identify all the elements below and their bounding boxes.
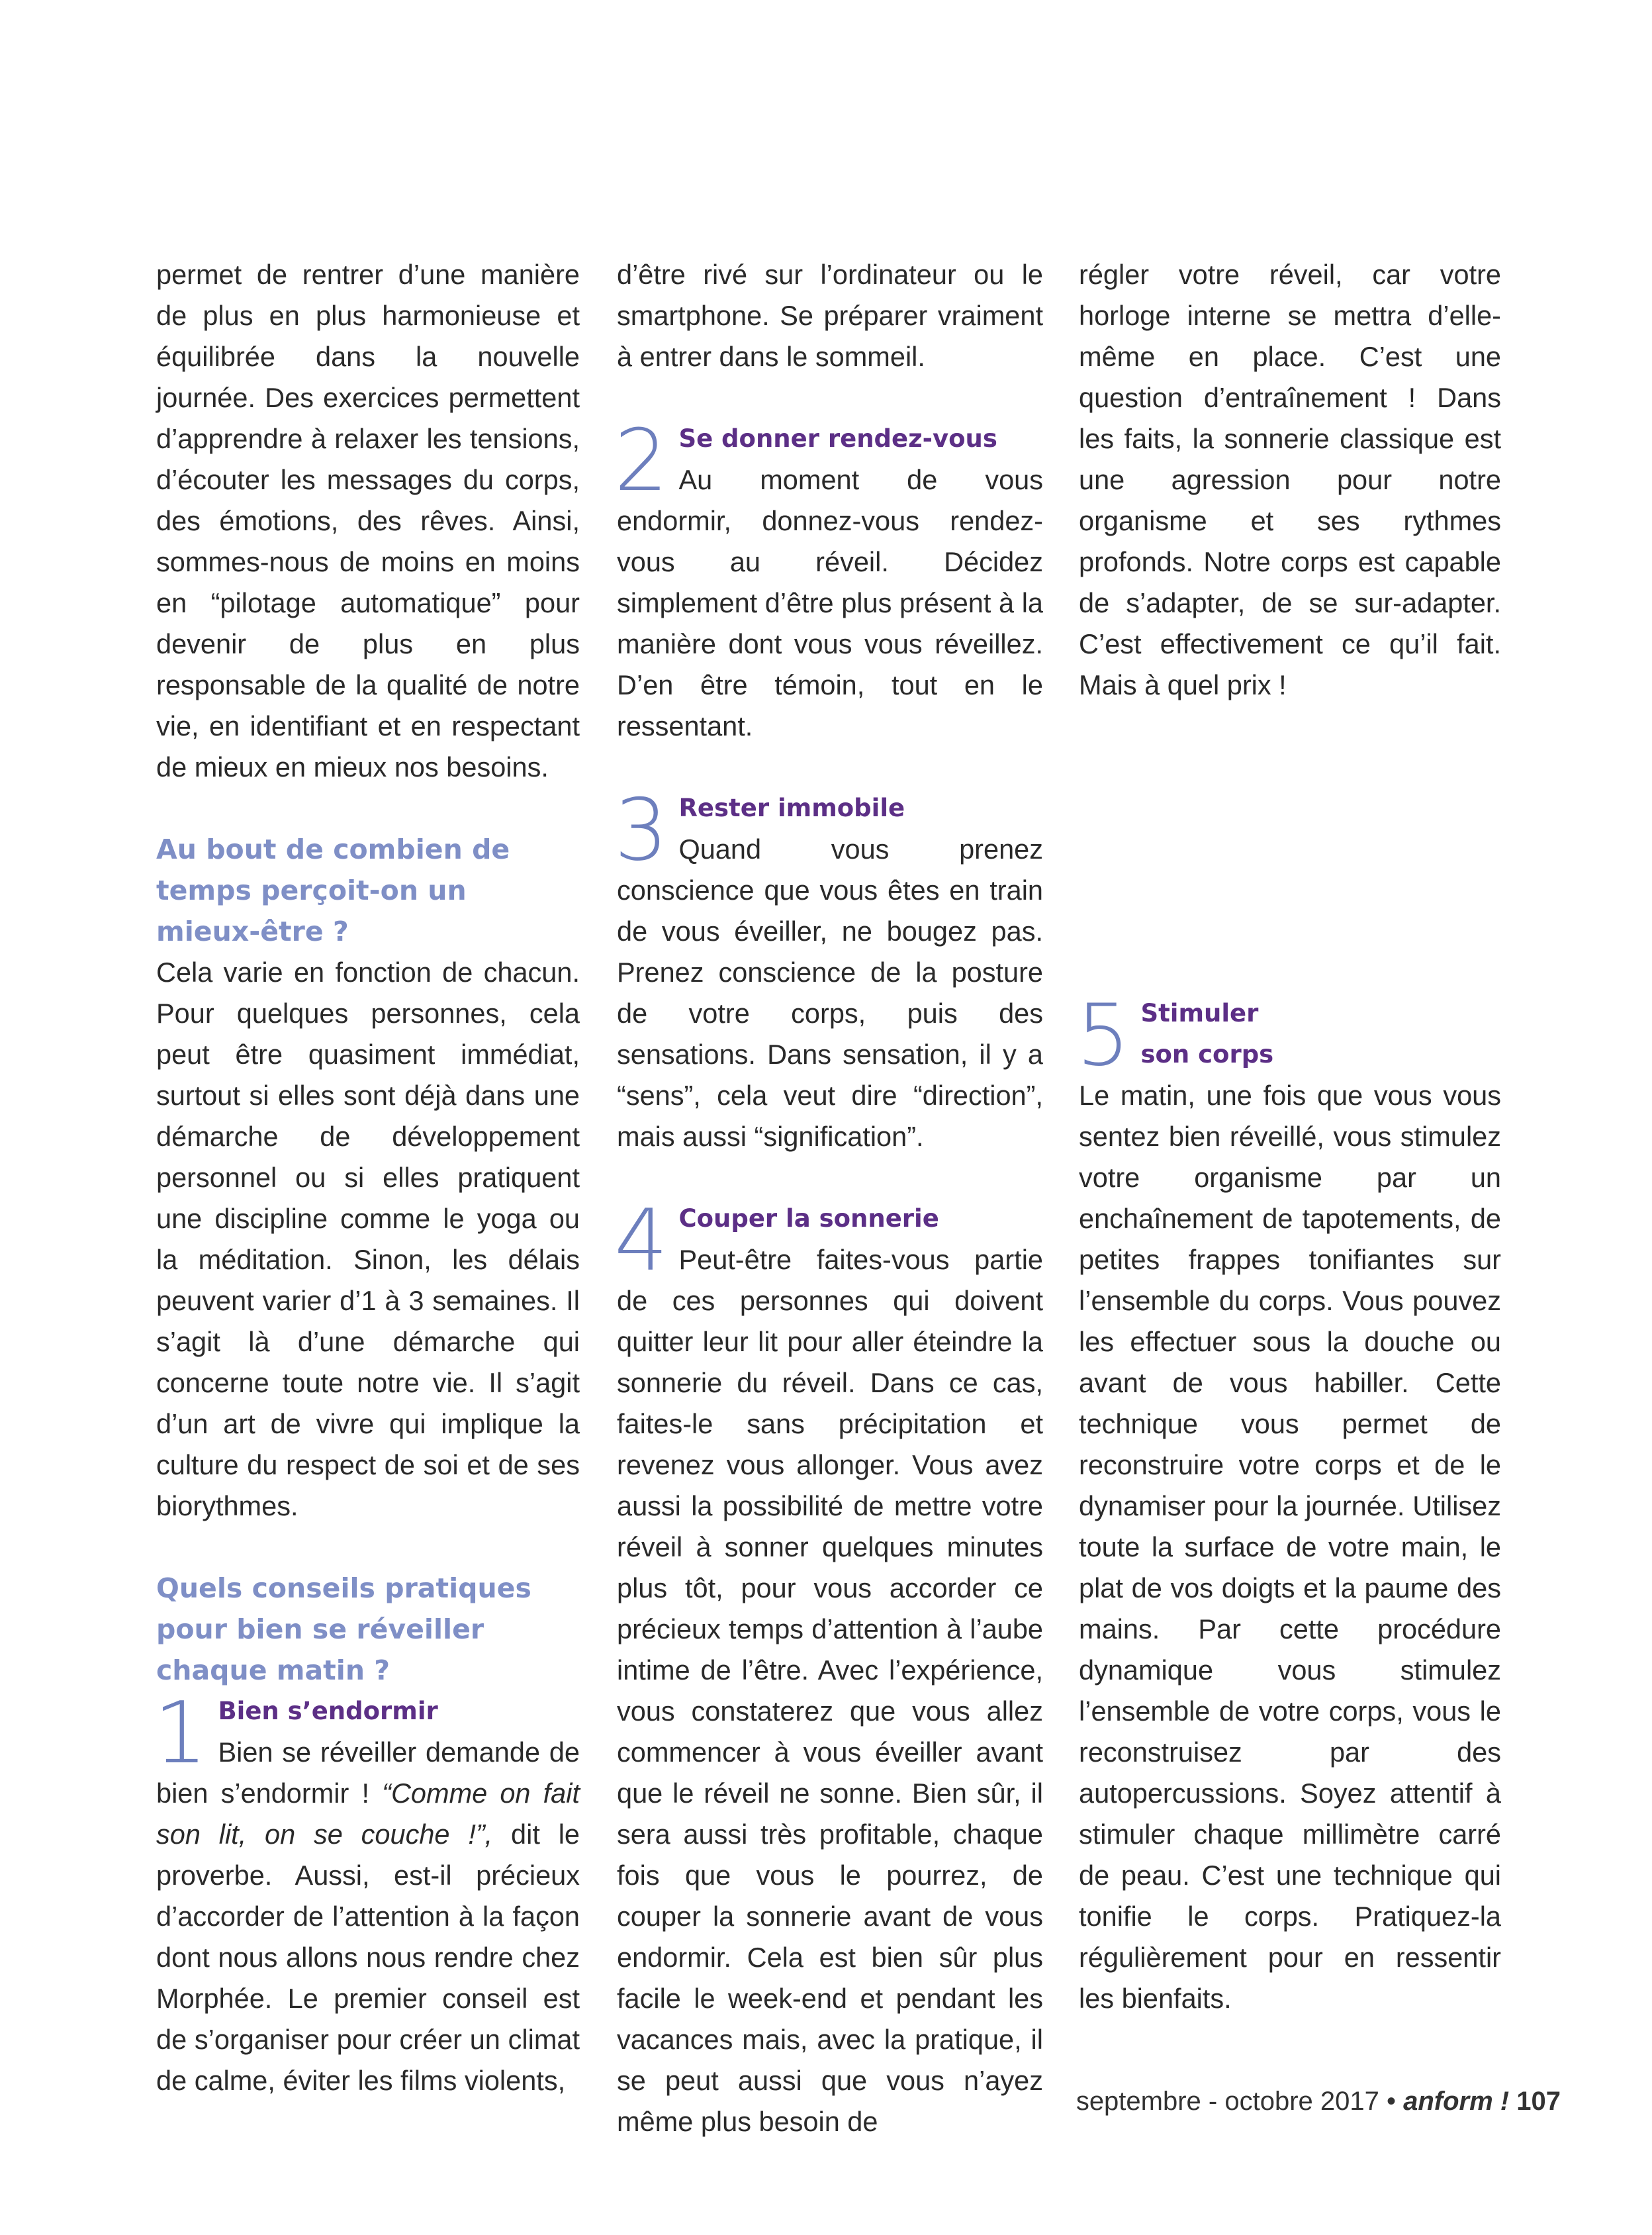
tip-3 <box>614 781 1043 1157</box>
tip-title: Bien s’endormir <box>218 1697 438 1725</box>
tip-body-quote: “Comme on fait son lit, on se couche !”, <box>156 1778 580 1850</box>
tip-title: Rester immobile <box>678 794 905 822</box>
column-2 <box>614 254 1043 2142</box>
page-number: 107 <box>1516 2087 1561 2116</box>
tip-number: 3 <box>614 781 668 880</box>
paragraph: régler votre réveil, car votre horloge interne se mettra d’elle-même en place. C’est une question d’entraînement ! Dans les faits, la sonnerie classique est une agression pour notre organisme et ses rythmes profonds. Notre corps est capable de s’adapter, de se sur-adapter. C’est effectivement ce qu’il fait. Mais à quel prix ! <box>1079 259 1501 700</box>
tip-body: Quand vous prenez conscience que vous êtes en train de vous éveiller, ne bougez pas. Prenez conscience de la posture de votre corps, puis des sensations. Dans sensation, il y a “sens”, cela veut dire “direction”, mais aussi “signification”. <box>617 833 1043 1152</box>
issue-date: septembre - octobre 2017 <box>1076 2087 1379 2116</box>
section-heading: Au bout de combien de temps perçoit-on un mieux-être ? <box>156 833 510 947</box>
tip-title-line: son corps <box>1140 1040 1274 1069</box>
tip-title: Se donner rendez-vous <box>678 424 997 453</box>
section-heading: Quels conseils pratiques pour bien se réveiller chaque matin ? <box>156 1572 531 1686</box>
tip-title: Couper la sonnerie <box>678 1204 939 1233</box>
footer-separator: • <box>1386 2087 1396 2116</box>
tip-1 <box>154 1684 580 2101</box>
tip-2 <box>614 412 1043 747</box>
tip-body: Peut-être faites-vous partie de ces personnes qui doivent quitter leur lit pour aller éteindre la sonnerie du réveil. Dans ce cas, faites-le sans précipitation et revenez vous allonger. Vous avez aussi la possibilité de mettre votre réveil à sonner quelques minutes plus tôt, pour vous accorder ce précieux temps d’attention à l’aube intime de l’être. Avec l’expérience, vous constaterez que vous allez commencer à vous éveiller avant que le réveil ne sonne. Bien sûr, il sera aussi très profitable, chaque fois que vous le pourrez, de couper la sonnerie avant de vous endormir. Cela est bien sûr plus facile le week-end et pendant les vacances mais, avec la pratique, il se peut aussi que vous n’ayez même plus besoin de <box>617 1244 1043 2137</box>
magazine-name: anform ! <box>1403 2087 1510 2116</box>
tip-number: 4 <box>614 1192 668 1290</box>
tip-number: 2 <box>614 412 668 510</box>
tip-body: Le matin, une fois que vous vous sentez bien réveillé, vous stimulez votre organisme par un enchaînement de tapotements, de petites frappes tonifiantes sur l’ensemble du corps. Vous pouvez les effectuer sous la douche ou avant de vous habiller. Cette technique vous permet de reconstruire votre corps et de le dynamiser pour la journée. Utilisez toute la surface de votre main, le plat de vos doigts et la paume des mains. Par cette procédure dynamique vous stimulez l’ensemble de votre corps, vous le reconstruisez par des autopercussions. Soyez attentif à stimuler chaque millimètre carré de peau. C’est une technique qui tonifie le corps. Pratiquez-la régulièrement pour en ressentir les bienfaits. <box>1079 1080 1501 2014</box>
page-footer <box>1019 2087 1561 2116</box>
tip-body: Au moment de vous endormir, donnez-vous rendez-vous au réveil. Décidez simplement d’être plus présent à la manière dont vous vous réveillez. D’en être témoin, tout en le ressentant. <box>617 464 1043 741</box>
tip-title-line: Stimuler <box>1140 999 1259 1027</box>
column-1 <box>156 254 580 2101</box>
tip-title <box>1079 993 1501 1075</box>
tip-body-text: dit le proverbe. Aussi, est-il précieux d’accorder de l’attention à la façon dont nous allons nous rendre chez Morphée. Le premier conseil est de s’organiser pour créer un climat de calme, éviter les films violents, <box>156 1819 580 2096</box>
paragraph: Cela varie en fonction de chacun. Pour quelques personnes, cela peut être quasiment immédiat, surtout si elles sont déjà dans une démarche de développement personnel ou si elles pratiquent une discipline comme le yoga ou la méditation. Sinon, les délais peuvent varier d’1 à 3 semaines. Il s’agit là d’une démarche qui concerne toute notre vie. Il s’agit d’un art de vivre qui implique la culture du respect de soi et de ses biorythmes. <box>156 957 580 1521</box>
tip-5 <box>1076 986 1501 2019</box>
tip-body-text: Bien se réveiller demande de bien s’endormir ! <box>156 1736 580 1809</box>
tip-4 <box>614 1192 1043 2142</box>
tip-number: 5 <box>1076 986 1130 1085</box>
paragraph: d’être rivé sur l’ordinateur ou le smartphone. Se préparer vraiment à entrer dans le sommeil. <box>617 259 1043 372</box>
column-3 <box>1076 254 1501 2019</box>
paragraph: permet de rentrer d’une manière de plus en plus harmonieuse et équilibrée dans la nouvelle journée. Des exercices permettent d’apprendre à relaxer les tensions, d’écouter les messages du corps, des émotions, des rêves. Ainsi, sommes-nous de moins en moins en “pilotage automatique” pour devenir de plus en plus responsable de la qualité de notre vie, en identifiant et en respectant de mieux en mieux nos besoins. <box>156 259 580 783</box>
tip-number: 1 <box>154 1684 208 1783</box>
tip-body <box>156 1732 580 2101</box>
